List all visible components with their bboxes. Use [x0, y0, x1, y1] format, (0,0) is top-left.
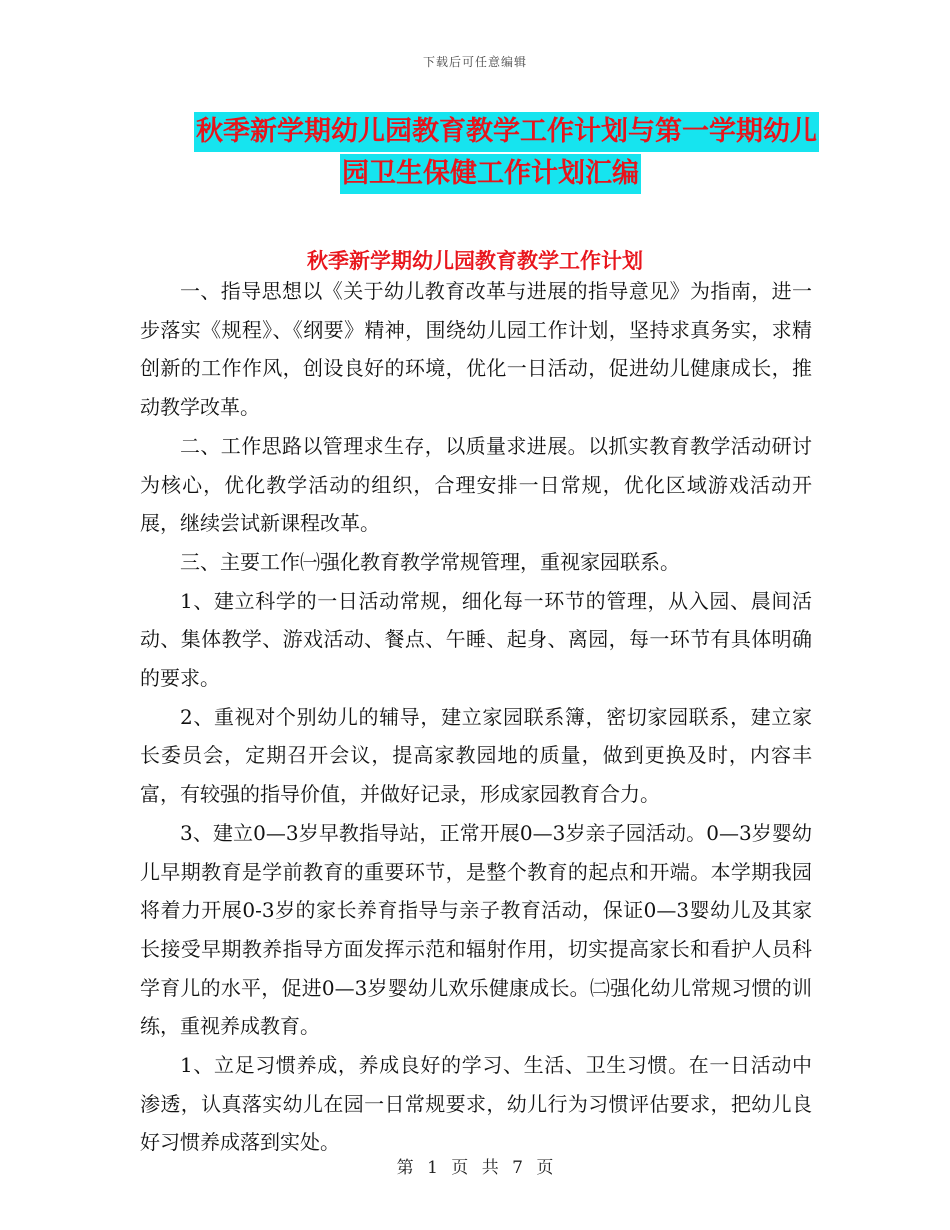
paragraph-main-tasks: 三、主要工作㈠强化教育教学常规管理，重视家园联系。: [180, 549, 680, 574]
header-note: 下载后可任意编辑: [422, 55, 527, 69]
paragraph-item-3-early-education: 3、建立0—3岁早教指导站，正常开展0—3岁亲子园活动。0—3岁婴幼儿早期教育是学前教育的重要环节，是整个教育的起点和开端。本学期我园将着力开展0-3岁的家长养育指导与亲子教育活动，保证0—3婴幼儿及其家长接受早期教养指导方面发挥示范和辐射作用，切实提高家长和看护人员科学育儿的水平，促进0—3岁婴幼儿欢乐健康成长。㈡强化幼儿常规习惯的训练，重视养成教育。: [140, 820, 812, 1039]
document-title-text-1: 秋季新学期幼儿园教育教学工作计划与第一学期幼儿: [194, 112, 819, 152]
document-title-text-2: 园卫生保健工作计划汇编: [340, 154, 641, 194]
paragraph-item-1-habits: 1、立足习惯养成，养成良好的学习、生活、卫生习惯。在一日活动中渗透，认真落实幼儿在园一日常规要求，幼儿行为习惯评估要求，把幼儿良好习惯养成落到实处。: [140, 1053, 812, 1155]
document-title-line-2: [0, 154, 950, 194]
section-title: 秋季新学期幼儿园教育教学工作计划: [307, 249, 643, 273]
paragraph-work-approach: 二、工作思路以管理求生存，以质量求进展。以抓实教育教学活动研讨为核心，优化教学活动的组织，合理安排一日常规，优化区域游戏活动开展，继续尝试新课程改革。: [140, 433, 812, 536]
body-content: [140, 272, 812, 1162]
paragraph-guiding-ideology: 一、指导思想以《关于幼儿教育改革与进展的指导意见》为指南，进一步落实《规程》、《纲要》精神，围绕幼儿园工作计划，坚持求真务实，求精创新的工作作风，创设良好的环境，优化一日活动，促进幼儿健康成长，推动教学改革。: [140, 279, 812, 420]
paragraph-item-2-home-school: 2、重视对个别幼儿的辅导，建立家园联系簿，密切家园联系，建立家长委员会，定期召开会议，提高家教园地的质量，做到更换及时，内容丰富，有较强的指导价值，并做好记录，形成家园教育合力。: [140, 704, 812, 807]
paragraph-item-1-daily-routine: 1、建立科学的一日活动常规，细化每一环节的管理，从入园、晨间活动、集体教学、游戏活动、餐点、午睡、起身、离园，每一环节有具体明确的要求。: [140, 588, 812, 691]
document-title-line-1: [0, 112, 950, 152]
page-footer: 第 1 页 共 7 页: [396, 1158, 554, 1178]
